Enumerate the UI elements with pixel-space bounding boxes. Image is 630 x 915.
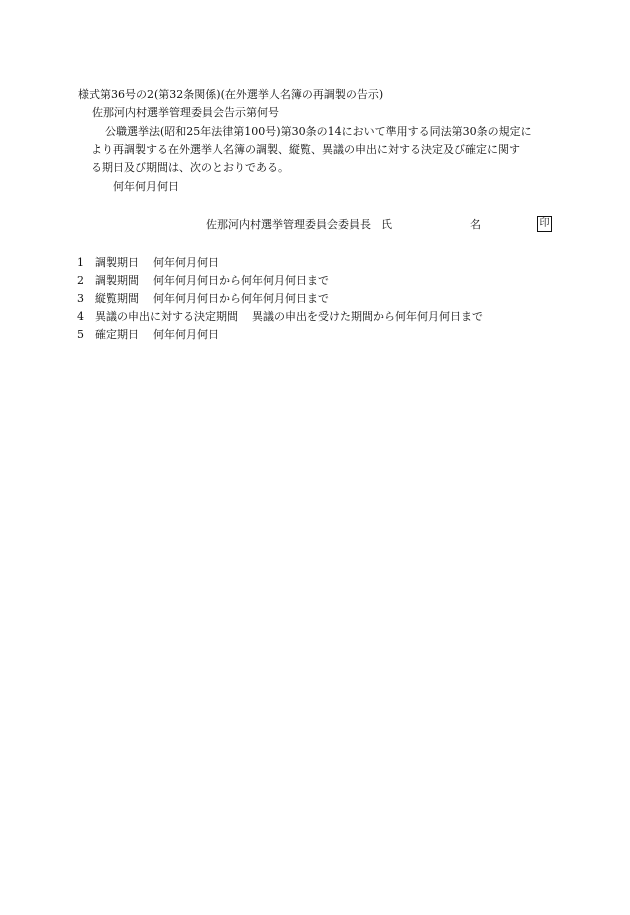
list-item (77, 254, 483, 272)
body-line-2: より再調製する在外選挙人名簿の調製、縦覧、異議の申出に対する決定及び確定に関す (91, 143, 520, 156)
item-number: 3 (77, 292, 84, 305)
item-value: 何年何月何日から何年何月何日まで (153, 274, 329, 287)
item-number: 2 (77, 274, 84, 287)
list-item (77, 326, 483, 344)
seal-mark: 印 (537, 216, 552, 232)
signature-line (206, 216, 481, 234)
item-value: 何年何月何日から何年何月何日まで (153, 292, 329, 305)
list-item (77, 272, 483, 290)
list-item (77, 308, 483, 326)
item-label: 調製期間 (95, 274, 139, 287)
item-number: 1 (77, 256, 84, 269)
body-line-1: 公職選挙法(昭和25年法律第100号)第30条の14において準用する同法第30条の規定に (105, 125, 532, 138)
form-title: 様式第36号の2(第32条関係)(在外選挙人名簿の再調製の告示) (78, 88, 384, 101)
item-label: 調製期日 (95, 256, 139, 269)
item-value: 異議の申出を受けた期間から何年何月何日まで (252, 310, 483, 323)
item-label: 縦覧期間 (95, 292, 139, 305)
schedule-list (77, 254, 483, 344)
body-line-3: る期日及び期間は、次のとおりである。 (91, 161, 289, 174)
item-label: 異議の申出に対する決定期間 (95, 310, 238, 323)
chair-title: 佐那河内村選挙管理委員会委員長 (206, 218, 371, 231)
item-number: 4 (77, 310, 84, 323)
item-value: 何年何月何日 (153, 256, 219, 269)
item-label: 確定期日 (95, 328, 139, 341)
item-value: 何年何月何日 (153, 328, 219, 341)
item-number: 5 (77, 328, 84, 341)
notice-number: 佐那河内村選挙管理委員会告示第何号 (92, 106, 279, 119)
name-label-mei: 名 (470, 218, 481, 231)
list-item (77, 290, 483, 308)
notice-date: 何年何月何日 (113, 180, 179, 193)
name-label-shi: 氏 (381, 218, 392, 231)
